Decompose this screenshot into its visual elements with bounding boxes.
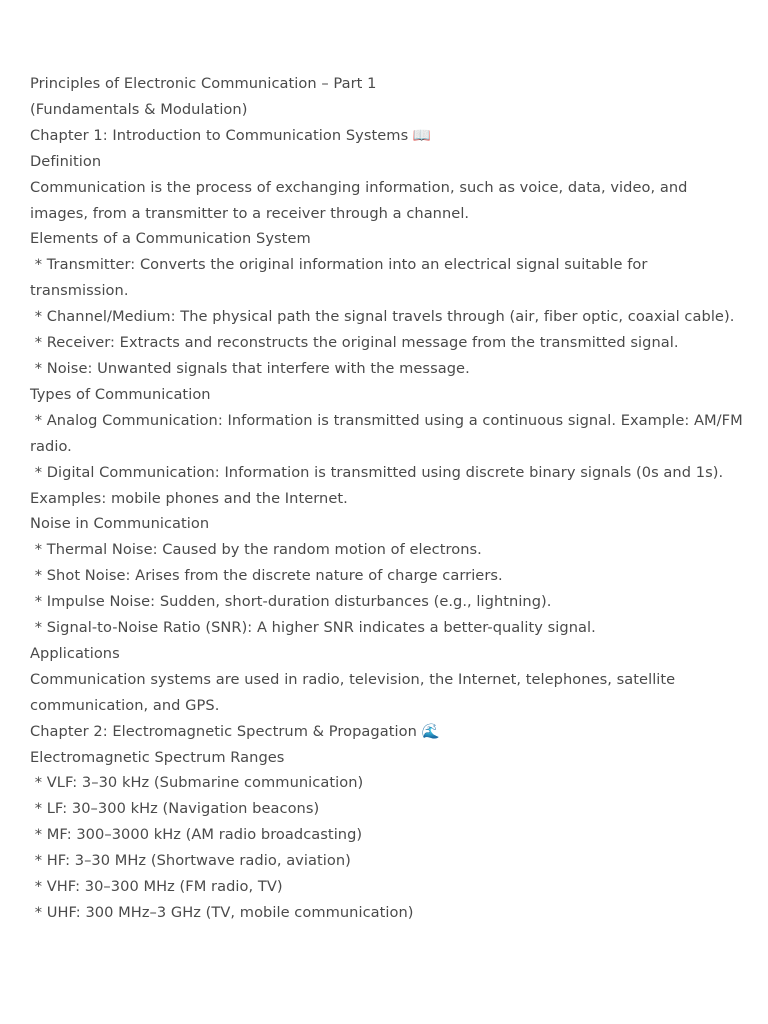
- document-title: Principles of Electronic Communication – Part 1: [30, 75, 377, 92]
- list-item-hf: * HF: 3–30 MHz (Shortwave radio, aviation): [30, 852, 351, 870]
- document-subtitle: (Fundamentals & Modulation): [30, 100, 248, 118]
- noise-heading: Noise in Communication: [30, 515, 210, 533]
- list-item-mf: * MF: 300–3000 kHz (AM radio broadcasting): [30, 826, 363, 844]
- list-item-transmitter: * Transmitter: Converts the original information into an electrical signal suitable for transmission.: [30, 256, 653, 300]
- definition-heading: Definition: [30, 152, 102, 170]
- ranges-heading: Electromagnetic Spectrum Ranges: [30, 748, 285, 766]
- list-item-impulse-noise: * Impulse Noise: Sudden, short-duration disturbances (e.g., lightning).: [30, 593, 552, 611]
- list-item-receiver: * Receiver: Extracts and reconstructs the original message from the transmitted signal.: [30, 334, 679, 352]
- list-item-snr: * Signal-to-Noise Ratio (SNR): A higher SNR indicates a better-quality signal.: [30, 619, 596, 637]
- list-item-noise: * Noise: Unwanted signals that interfere with the message.: [30, 359, 470, 377]
- chapter-1-heading: Chapter 1: Introduction to Communication Systems 📖: [30, 126, 432, 144]
- list-item-vlf: * VLF: 3–30 kHz (Submarine communication): [30, 774, 364, 792]
- applications-text: Communication systems are used in radio, television, the Internet, telephones, satellite communication, and GPS.: [30, 670, 680, 714]
- list-item-channel: * Channel/Medium: The physical path the signal travels through (air, fiber optic, coaxial cable).: [30, 308, 735, 326]
- list-item-digital: * Digital Communication: Information is transmitted using discrete binary signals (0s and 1s). Examples: mobile phones and the Internet.: [30, 463, 728, 507]
- document-body: [30, 71, 748, 926]
- list-item-lf: * LF: 30–300 kHz (Navigation beacons): [30, 800, 320, 818]
- list-item-analog: * Analog Communication: Information is transmitted using a continuous signal. Example: AM/FM radio.: [30, 411, 748, 455]
- types-heading: Types of Communication: [30, 385, 211, 403]
- elements-heading: Elements of a Communication System: [30, 230, 311, 248]
- list-item-shot-noise: * Shot Noise: Arises from the discrete nature of charge carriers.: [30, 567, 503, 585]
- list-item-thermal-noise: * Thermal Noise: Caused by the random motion of electrons.: [30, 541, 482, 559]
- list-item-vhf: * VHF: 30–300 MHz (FM radio, TV): [30, 878, 283, 896]
- definition-text: Communication is the process of exchanging information, such as voice, data, video, and images, from a transmitter to a receiver through a channel.: [30, 178, 693, 222]
- list-item-uhf: * UHF: 300 MHz–3 GHz (TV, mobile communication): [30, 904, 414, 921]
- applications-heading: Applications: [30, 644, 120, 662]
- chapter-2-heading: Chapter 2: Electromagnetic Spectrum & Propagation 🌊: [30, 722, 440, 740]
